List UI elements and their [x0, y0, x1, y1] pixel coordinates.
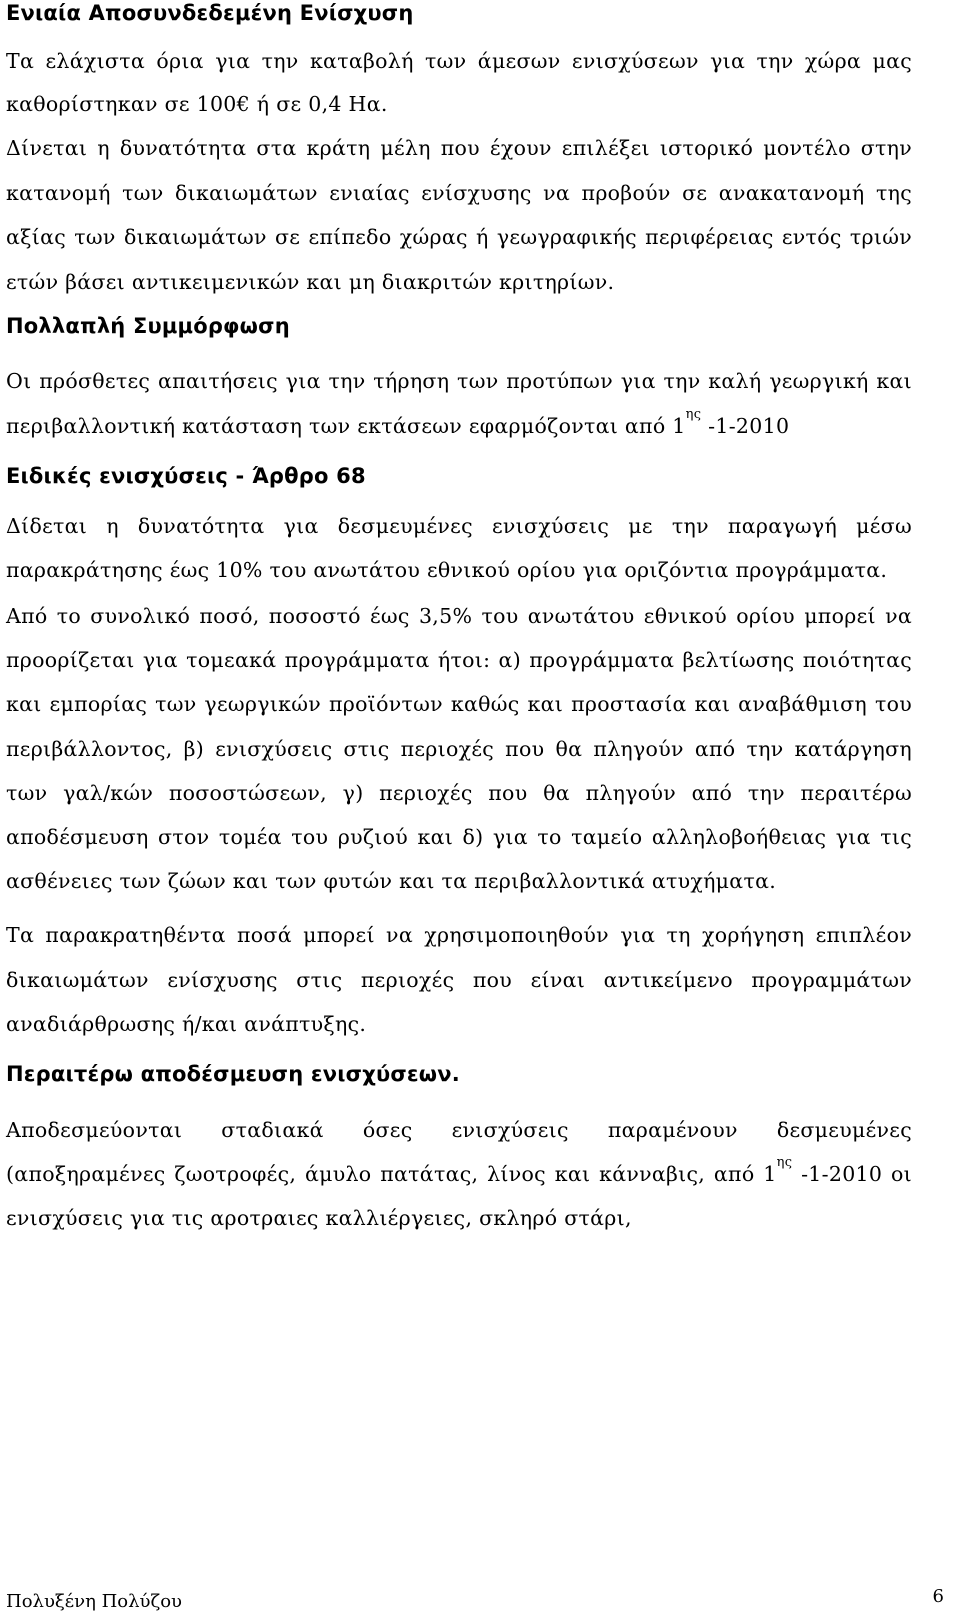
paragraph-text: Οι πρόσθετες απαιτήσεις για την τήρηση των προτύπων για την καλή γεωργική και περιβαλλοντική κατάσταση των εκτάσεων εφαρμόζονται από 1 [6, 369, 912, 438]
paragraph: Δίνεται η δυνατότητα στα κράτη μέλη που έχουν επιλέξει ιστορικό μοντέλο στην κατανομή των δικαιωμάτων ενιαίας ενίσχυσης να προβούν σε ανακατανομή της αξίας των δικαιωμάτων σε επίπεδο χώρας ή γεωγραφικής περιφέρειας εντός τριών ετών βάσει αντικειμενικών και μη διακριτών κριτηρίων. [6, 136, 912, 294]
footer-page-number: 6 [932, 1586, 944, 1607]
paragraph-text: -1-2010 οι ενισχύσεις για τις αροτραιες καλλιέργειες, σκληρό στάρι, [6, 1161, 913, 1230]
section-heading: Ειδικές ενισχύσεις - Άρθρο 68 [6, 464, 366, 488]
paragraph: Δίδεται η δυνατότητα για δεσμευμένες ενισχύσεις με την παραγωγή μέσω παρακράτησης έως 10% του ανωτάτου εθνικού ορίου για οριζόντια προγράμματα. [6, 514, 912, 582]
paragraph-text: -1-2010 [701, 413, 790, 438]
section-cross-compliance [6, 311, 912, 448]
document-page [6, 0, 912, 1240]
section-single-payment [6, 0, 912, 304]
paragraph: Τα παρακρατηθέντα ποσά μπορεί να χρησιμοποιηθούν για τη χορήγηση επιπλέον δικαιωμάτων ενίσχυσης στις περιοχές που είναι αντικείμενο προγραμμάτων αναδιάρθρωσης ή/και ανάπτυξης. [6, 923, 912, 1037]
footer-author: Πολυξένη Πολύζου [6, 1591, 182, 1612]
section-heading: Ενιαία Αποσυνδεδεμένη Ενίσχυση [6, 1, 414, 25]
ordinal-superscript: ης [685, 406, 702, 422]
section-article-68 [6, 461, 912, 1047]
paragraph [6, 1108, 912, 1240]
section-heading: Πολλαπλή Συμμόρφωση [6, 314, 290, 338]
section-heading: Περαιτέρω αποδέσμευση ενισχύσεων. [6, 1061, 460, 1086]
paragraph-text: Αποδεσμεύονται σταδιακά όσες ενισχύσεις παραμένουν δεσμευμένες (αποξηραμένες ζωοτροφές, άμυλο πατάτας, λίνος και κάνναβις, από 1 [6, 1117, 912, 1186]
section-further-decoupling [6, 1059, 912, 1240]
ordinal-superscript: ης [776, 1154, 793, 1170]
paragraph: Από το συνολικό ποσό, ποσοστό έως 3,5% του ανωτάτου εθνικού ορίου μπορεί να προορίζεται για τομεακά προγράμματα ήτοι: α) προγράμματα βελτίωσης ποιότητας και εμπορίας των γεωργικών προϊόντων καθώς και προστασία και αναβάθμιση του περιβάλλοντος, β) ενισχύσεις στις περιοχές που θα πληγούν από την κατάργηση των γαλ/κών ποσοστώσεων, γ) περιοχές που θα πληγούν από την περαιτέρω αποδέσμευση στον τομέα του ρυζιού και δ) για το ταμείο αλληλοβοήθειας για τις ασθένειες των ζώων και των φυτών και τα περιβαλλοντικά ατυχήματα. [6, 604, 912, 894]
paragraph: Τα ελάχιστα όρια για την καταβολή των άμεσων ενισχύσεων για την χώρα μας καθορίστηκαν σε 100€ ή σε 0,4 Ηα. [6, 49, 912, 116]
paragraph [6, 359, 912, 448]
